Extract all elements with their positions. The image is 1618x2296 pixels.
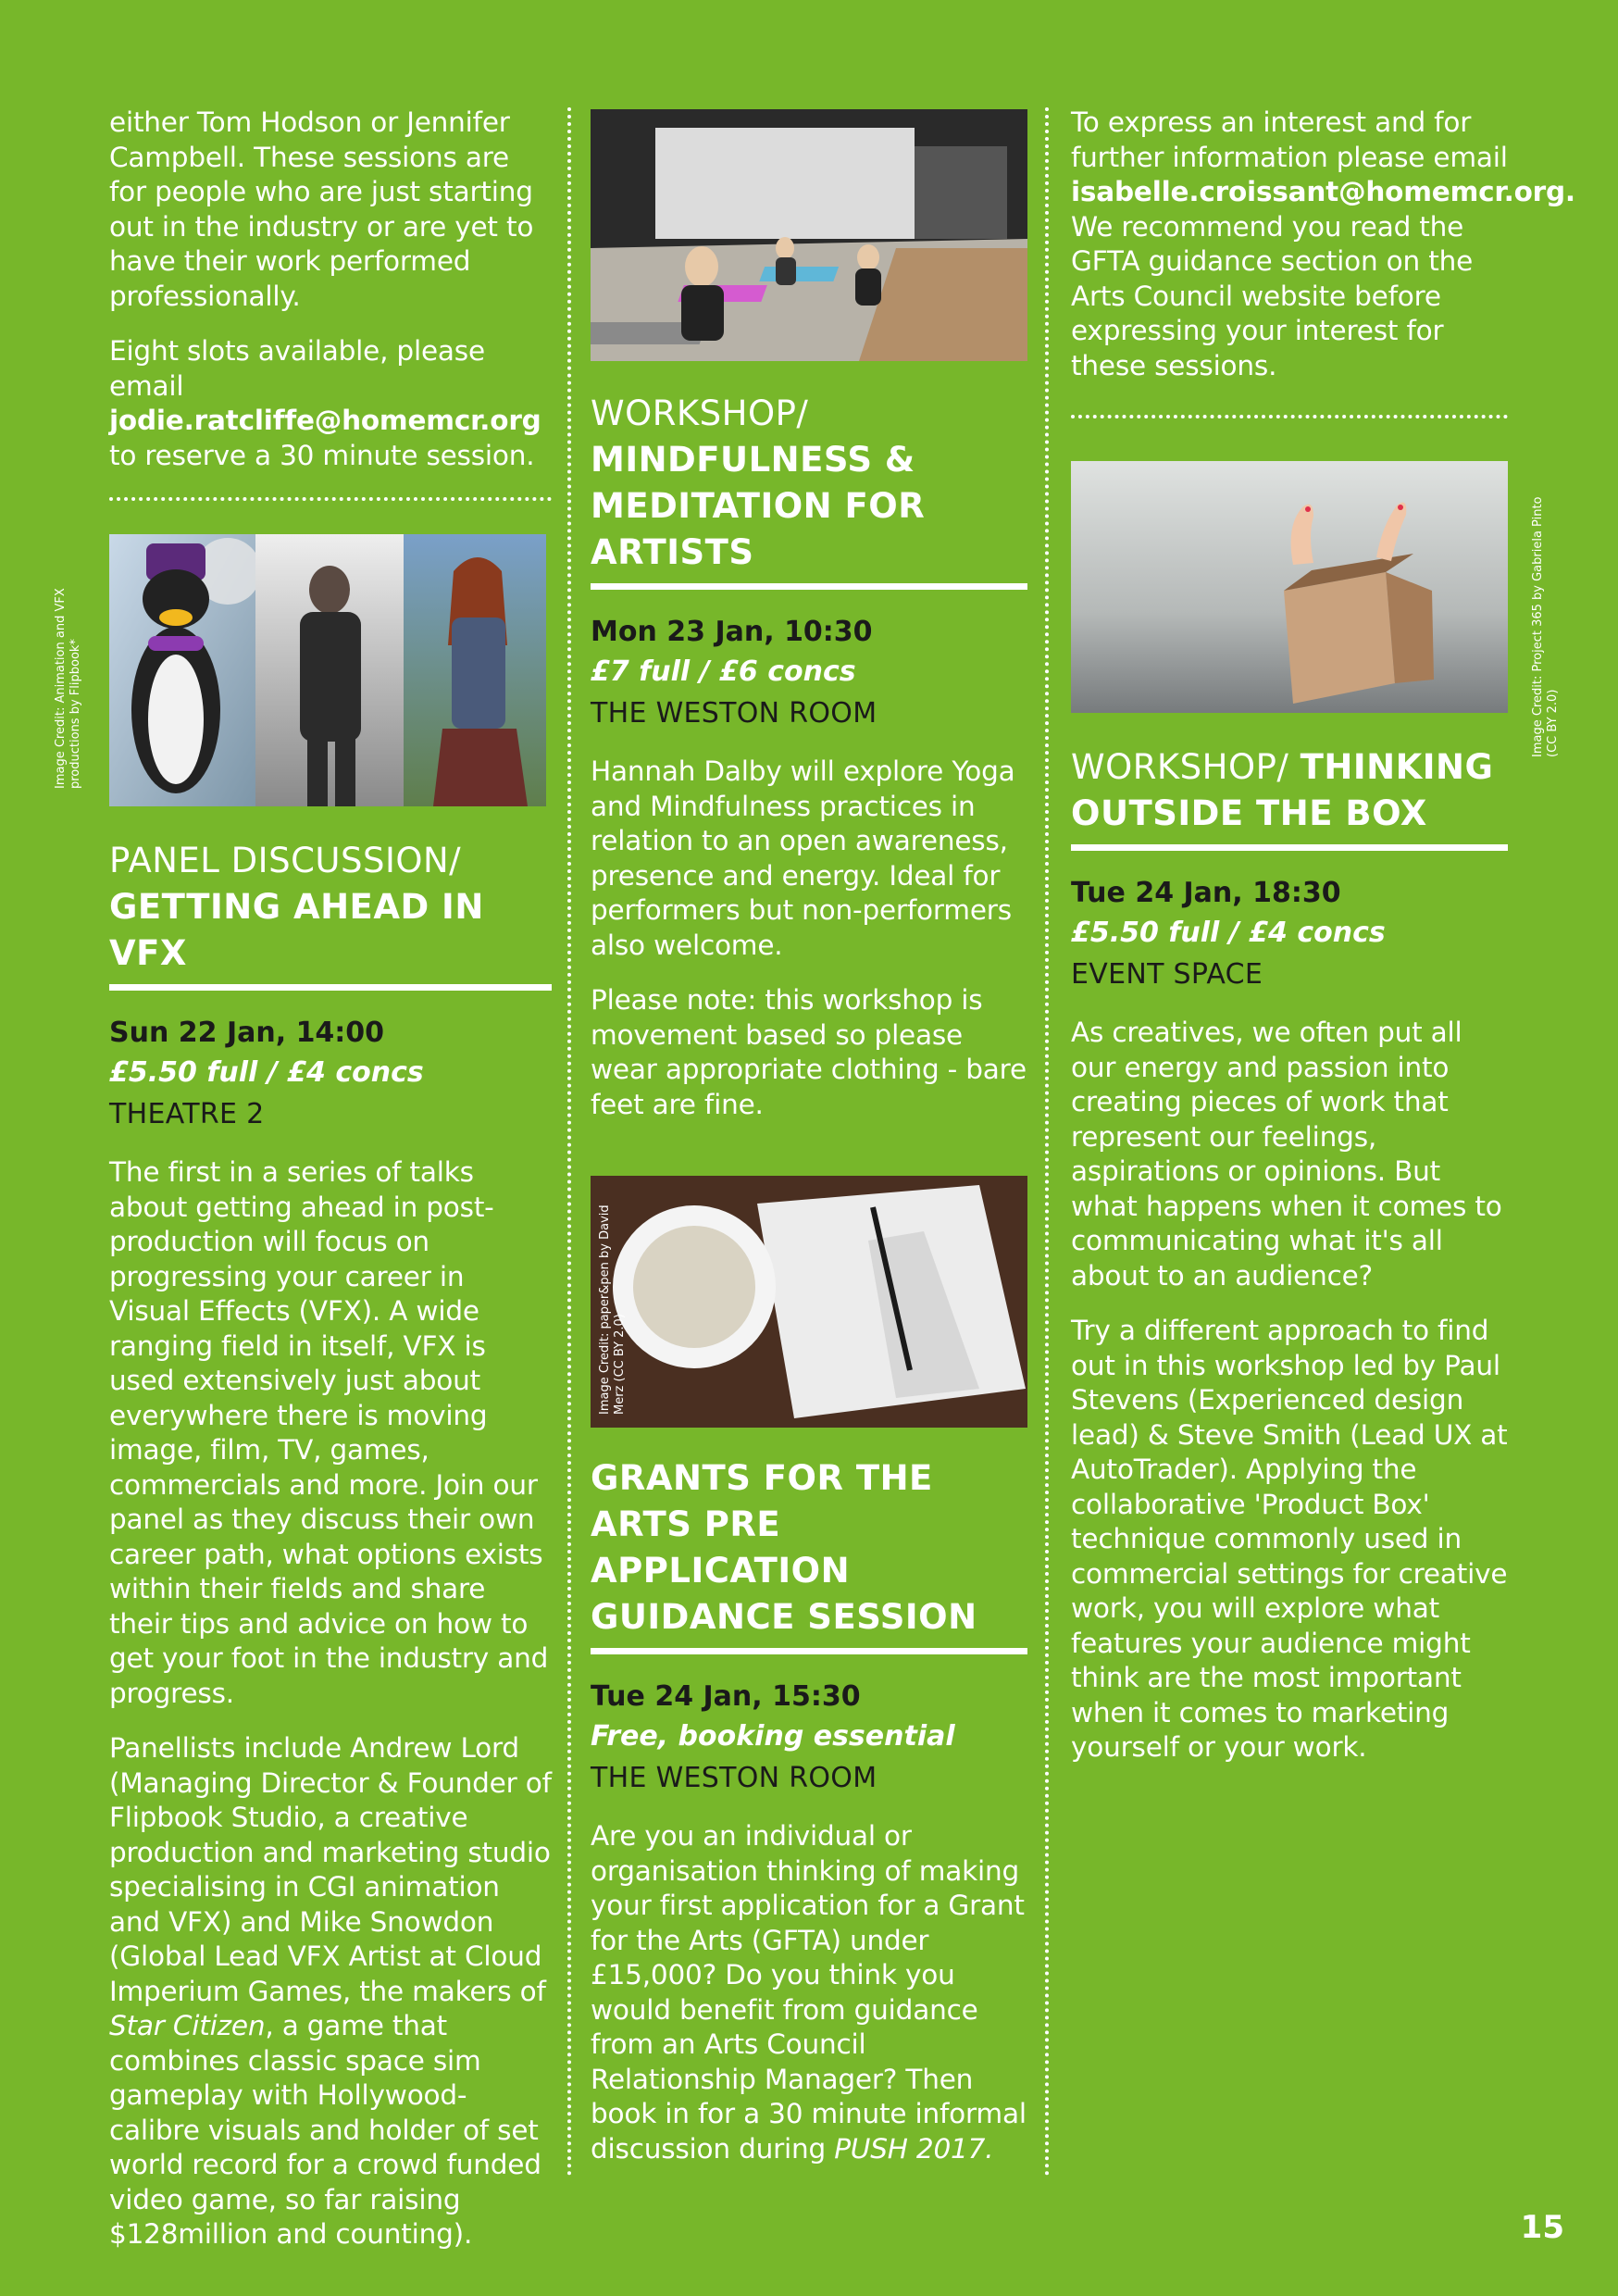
box-description-2: Try a different approach to find out in this workshop led by Paul Stevens (Experienced design lead) & Steve Smith (Lead UX at AutoTrader). Applying the collaborative 'Product Box' technique commonly used in commercial settings for creative work, you will explore what features your audience might think are the most important when it comes to marketing yourself or your work. — [1071, 1315, 1508, 1763]
yoga-class-image — [591, 109, 1027, 361]
section-divider — [1071, 415, 1508, 418]
thinking-outside-box-title: WORKSHOP/ THINKING OUTSIDE THE BOX — [1071, 747, 1494, 833]
box-photo — [1071, 461, 1508, 713]
mindfulness-title: WORKSHOP/ MINDFULNESS & MEDITATION FOR ARTISTS — [591, 393, 926, 572]
mindfulness-description-1: Hannah Dalby will explore Yoga and Mindfulness practices in relation to an open awareness, presence and energy. Ideal for performers but non-performers also welcome. — [591, 755, 1015, 961]
event-price: £7 full / £6 concs — [591, 655, 856, 688]
event-price: £5.50 full / £4 concs — [1071, 917, 1386, 949]
panel-description-1: The first in a series of talks about getting ahead in post-production will focus on progressing your career in Visual Effects (VFX). A wide ranging field in itself, VFX is used extensively just about everywhere there is moving image, film, TV, games, commercials and more. Join our panel as they discuss their own career path, what options exists within their fields and share their tips and advice on how to get your foot in the industry and progress. — [109, 1156, 549, 1709]
title-underline — [1071, 844, 1508, 851]
panel-description-2: Panellists include Andrew Lord (Managing Director & Founder of Flipbook Studio, a creative production and marketing studio specialising in CGI animation and VFX) and Mike Snowdon (Global Lead VFX Artist at Cloud Imperium Games, the makers of Star Citizen, a game that combines classic space sim gameplay with Hollywood-calibre visuals and holder of set world record for a crowd funded video game, so far raising $128million and counting). — [109, 1732, 552, 2250]
title-underline — [591, 583, 1027, 590]
mindfulness-description-2: Please note: this workshop is movement based so please wear appropriate clothing - bare feet are fine. — [591, 984, 1027, 1120]
event-date: Mon 23 Jan, 10:30 — [591, 616, 873, 648]
email-link[interactable]: jodie.ratcliffe@homemcr.org — [109, 405, 541, 436]
event-venue: THEATRE 2 — [109, 1098, 265, 1130]
yoga-photo — [591, 109, 1027, 361]
panel-discussion-title: PANEL DISCUSSION/ GETTING AHEAD IN VFX — [109, 841, 484, 973]
event-venue: THE WESTON ROOM — [591, 697, 877, 730]
box-image-credit: Image Credit: Project 365 by Gabriela Pinto (CC BY 2.0) — [1531, 496, 1560, 757]
event-venue: THE WESTON ROOM — [591, 1762, 877, 1794]
vfx-photo — [109, 534, 546, 806]
grants-description: Are you an individual or organisation thinking of making your first application for a Grant for the Arts (GFTA) under £15,000? Do you think you would benefit from guidance from an Arts Council Relationship Manager? Then book in for a 30 minute informal discussion during PUSH 2017. — [591, 1820, 1027, 2165]
paper-pen-photo — [591, 1176, 1027, 1428]
paper-pen-image — [591, 1176, 1027, 1428]
box-description-1: As creatives, we often put all our energy and passion into creating pieces of work that represent our feelings, aspirations or opinions. But what happens when it comes to communicating what it's all about to an audience? — [1071, 1017, 1502, 1292]
page-number: 15 — [1520, 2209, 1564, 2246]
event-date: Sun 22 Jan, 14:00 — [109, 1017, 385, 1049]
event-date: Tue 24 Jan, 18:30 — [1071, 877, 1341, 909]
event-date: Tue 24 Jan, 15:30 — [591, 1680, 861, 1713]
vfx-image-credit: Image Credit: Animation and VFX productions by Flipbook* — [54, 588, 82, 789]
column-divider-2 — [1045, 107, 1049, 2177]
intro-paragraph-1: either Tom Hodson or Jennifer Campbell. These sessions are for people who are just starting out in the industry or are yet to have their work performed professionally. — [109, 106, 534, 312]
grants-title: GRANTS FOR THE ARTS PRE APPLICATION GUIDANCE SESSION — [591, 1458, 977, 1637]
column-1 — [109, 106, 552, 2273]
column-divider-1 — [567, 107, 571, 2177]
paper-pen-image-credit: Image Credit: paper&pen by David Merz (CC BY 2.0) — [598, 1204, 627, 1415]
intro-paragraph-2: Eight slots available, please email jodie.ratcliffe@homemcr.org to reserve a 30 minute session. — [109, 335, 541, 471]
title-underline — [109, 984, 552, 991]
title-underline — [591, 1648, 1027, 1654]
event-price: Free, booking essential — [591, 1720, 955, 1753]
email-link[interactable]: isabelle.croissant@homemcr.org. — [1071, 176, 1575, 207]
event-price: £5.50 full / £4 concs — [109, 1056, 424, 1089]
section-divider — [109, 497, 552, 501]
vfx-collage-image — [109, 534, 546, 806]
event-venue: EVENT SPACE — [1071, 958, 1263, 991]
hands-in-box-image — [1071, 461, 1508, 713]
gfta-interest-paragraph: To express an interest and for further information please email isabelle.croissant@homemcr.org. We recommend you read the GFTA guidance section on the Arts Council website before expressing your interest for these sessions. — [1071, 106, 1575, 381]
column-2 — [591, 109, 1027, 2187]
